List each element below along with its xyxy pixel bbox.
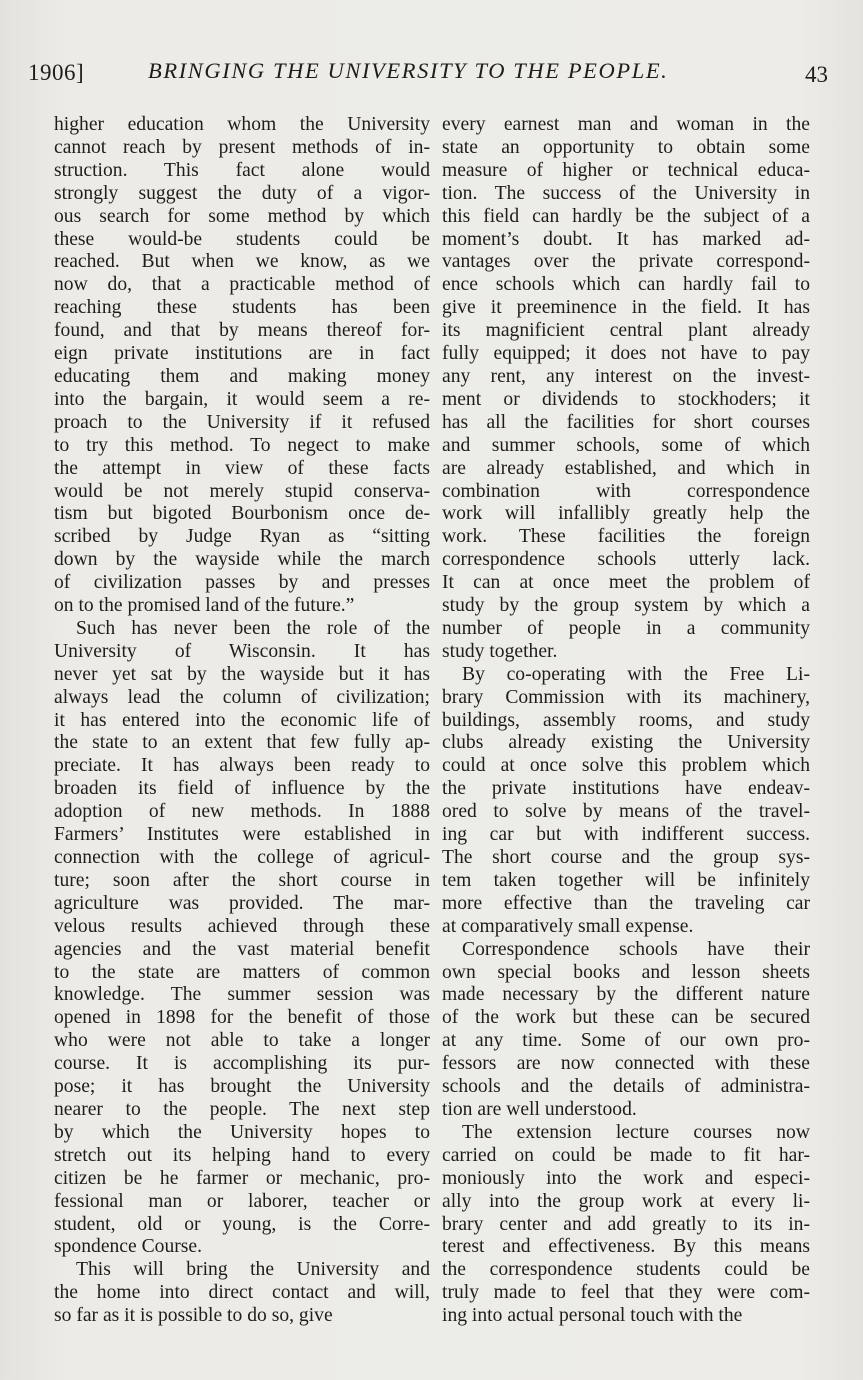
left-column-line: educating them and making money <box>54 365 430 387</box>
left-column-line: the attempt in view of these facts <box>54 457 430 479</box>
right-column-line: brary center and add greatly to its in- <box>442 1213 810 1235</box>
right-column-line: fessors are now connected with these <box>442 1053 810 1075</box>
right-column-line: study by the group system by which a <box>442 595 810 617</box>
right-column-line: made necessary by the different nature <box>442 984 810 1006</box>
right-column-line: ing car but with indifferent success. <box>442 824 810 846</box>
left-column-line: the home into direct contact and will, <box>54 1282 430 1304</box>
left-column-line: ous search for some method by which <box>54 205 430 227</box>
left-column-line: nearer to the people. The next step <box>54 1098 430 1120</box>
right-column-line: tem taken together will be infinitely <box>442 869 810 891</box>
left-column-line: opened in 1898 for the benefit of those <box>54 1007 430 1029</box>
left-column-line: reaching these students has been <box>54 297 430 319</box>
right-column-line: truly made to feel that they were com- <box>442 1282 810 1304</box>
right-column-line: correspondence schools utterly lack. <box>442 549 810 571</box>
left-column-line: proach to the University if it refused <box>54 411 430 433</box>
left-column-line: higher education whom the University <box>54 114 430 135</box>
running-head-title: BRINGING THE UNIVERSITY TO THE PEOPLE. <box>148 58 669 83</box>
right-column-line: and summer schools, some of which <box>442 434 810 456</box>
right-column-line: The extension lecture courses now <box>462 1121 810 1143</box>
left-column-line: knowledge. The summer session was <box>54 984 430 1006</box>
right-column-line: The short course and the group sys- <box>442 847 810 868</box>
left-column-line: by which the University hopes to <box>54 1121 430 1143</box>
left-column-line: adoption of new methods. In 1888 <box>54 801 430 823</box>
right-column-line: ment or dividends to stockhoders; it <box>442 388 810 410</box>
right-column-line: the private institutions have endeav- <box>442 778 810 800</box>
right-column-line: It can at once meet the problem of <box>442 572 810 594</box>
left-column-line: connection with the college of agricul- <box>54 847 430 868</box>
left-column-line: scribed by Judge Ryan as “sitting <box>54 526 430 548</box>
right-column-line: number of people in a community <box>442 617 810 639</box>
right-column-line: moniously into the work and especi- <box>442 1167 810 1189</box>
left-column-line: Farmers’ Institutes were established in <box>54 824 430 846</box>
right-column-line: clubs already existing the University <box>442 732 810 754</box>
right-column-line: combination with correspondence <box>442 480 810 502</box>
right-column-line: Correspondence schools have their <box>462 938 810 960</box>
right-column-line: work. These facilities the foreign <box>442 526 810 548</box>
right-column-line: of the work but these can be secured <box>442 1007 810 1029</box>
right-column-line: vantages over the private correspond- <box>442 251 810 273</box>
running-head-year: 1906] <box>28 60 85 85</box>
right-column-line: ored to solve by means of the travel- <box>442 801 810 823</box>
right-column-line: state an opportunity to obtain some <box>442 136 810 158</box>
right-column-line: could at once solve this problem which <box>442 755 810 777</box>
left-column-line: ture; soon after the short course in <box>54 869 430 891</box>
left-column-line: reached. But when we know, as we <box>54 251 430 273</box>
left-column-line: spondence Course. <box>54 1236 203 1258</box>
left-column-line: would be not merely stupid conserva- <box>54 480 430 502</box>
right-column-line: study together. <box>442 640 558 662</box>
right-column-line: any rent, any interest on the invest- <box>442 365 810 387</box>
right-column-line: its magnificient central plant already <box>442 320 810 342</box>
right-column-line: terest and effectiveness. By this means <box>442 1236 810 1258</box>
left-column-line: never yet sat by the wayside but it has <box>54 663 430 685</box>
right-column-line: fully equipped; it does not have to pay <box>442 343 810 365</box>
left-column-line: agriculture was provided. The mar- <box>54 892 430 914</box>
left-column-line: on to the promised land of the future.” <box>54 595 355 617</box>
right-column-line: ence schools which can hardly fail to <box>442 274 810 296</box>
right-column-line: at any time. Some of our own pro- <box>442 1030 810 1052</box>
right-column-line: the correspondence students could be <box>442 1259 810 1281</box>
left-column-line: velous results achieved through these <box>54 915 430 937</box>
left-column-line: these would-be students could be <box>54 228 430 250</box>
right-column-line: carried on could be made to fit har- <box>442 1144 810 1166</box>
right-column-line: give it preeminence in the field. It has <box>442 297 810 319</box>
left-column-line: into the bargain, it would seem a re- <box>54 388 430 410</box>
left-column-line: stretch out its helping hand to every <box>54 1144 430 1166</box>
left-column-line: fessional man or laborer, teacher or <box>54 1190 430 1212</box>
right-column <box>442 114 810 1328</box>
left-column-line: struction. This fact alone would <box>54 159 430 181</box>
right-column-line: work will infallibly greatly help the <box>442 503 810 525</box>
right-column-line: has all the facilities for short courses <box>442 411 810 433</box>
left-column-line: down by the wayside while the march <box>54 549 430 571</box>
left-column-line: agencies and the vast material benefit <box>54 938 430 960</box>
right-column-line: schools and the details of administra- <box>442 1076 810 1098</box>
left-column <box>54 114 430 1328</box>
left-column-line: University of Wisconsin. It has <box>54 640 430 662</box>
left-column-line: of civilization passes by and presses <box>54 572 430 594</box>
left-column-line: found, and that by means thereof for- <box>54 320 430 342</box>
left-column-line: citizen be he farmer or mechanic, pro- <box>54 1167 430 1189</box>
left-column-line: preciate. It has always been ready to <box>54 755 430 777</box>
left-column-line: to the state are matters of common <box>54 961 430 983</box>
right-column-line: own special books and lesson sheets <box>442 961 810 983</box>
page-number: 43 <box>805 62 828 87</box>
right-column-line: more effective than the traveling car <box>442 892 810 914</box>
right-column-line: By co-operating with the Free Li- <box>462 663 810 685</box>
right-column-line: brary Commission with its machinery, <box>442 686 810 708</box>
right-column-line: this field can hardly be the subject of a <box>442 205 810 227</box>
left-column-line: always lead the column of civilization; <box>54 686 430 708</box>
right-column-line: ing into actual personal touch with the <box>442 1305 743 1327</box>
left-column-line: the state to an extent that few fully ap- <box>54 732 430 754</box>
right-column-line: ally into the group work at every li- <box>442 1190 810 1212</box>
right-column-line: moment’s doubt. It has marked ad- <box>442 228 810 250</box>
left-column-line: who were not able to take a longer <box>54 1030 430 1052</box>
left-column-line: strongly suggest the duty of a vigor- <box>54 182 430 204</box>
running-head <box>28 56 828 92</box>
left-column-line: it has entered into the economic life of <box>54 709 430 731</box>
left-column-line: student, old or young, is the Corre- <box>54 1213 430 1235</box>
left-column-line: broaden its field of influence by the <box>54 778 430 800</box>
left-column-line: pose; it has brought the University <box>54 1076 430 1098</box>
left-column-line: course. It is accomplishing its pur- <box>54 1053 430 1075</box>
left-column-line: to try this method. To negect to make <box>54 434 430 456</box>
left-column-line: now do, that a practicable method of <box>54 274 430 296</box>
left-column-line: tism but bigoted Bourbonism once de- <box>54 503 430 525</box>
right-column-line: at comparatively small expense. <box>442 915 694 937</box>
right-column-line: buildings, assembly rooms, and study <box>442 709 810 731</box>
right-column-line: are already established, and which in <box>442 457 810 479</box>
left-column-line: eign private institutions are in fact <box>54 343 430 365</box>
right-column-line: tion. The success of the University in <box>442 182 810 204</box>
right-column-line: every earnest man and woman in the <box>442 114 810 135</box>
right-column-line: measure of higher or technical educa- <box>442 159 810 181</box>
left-column-line: cannot reach by present methods of in- <box>54 136 430 158</box>
left-column-line: This will bring the University and <box>76 1259 430 1281</box>
left-column-line: so far as it is possible to do so, give <box>54 1305 333 1327</box>
right-column-line: tion are well understood. <box>442 1098 637 1120</box>
left-column-line: Such has never been the role of the <box>76 617 430 639</box>
